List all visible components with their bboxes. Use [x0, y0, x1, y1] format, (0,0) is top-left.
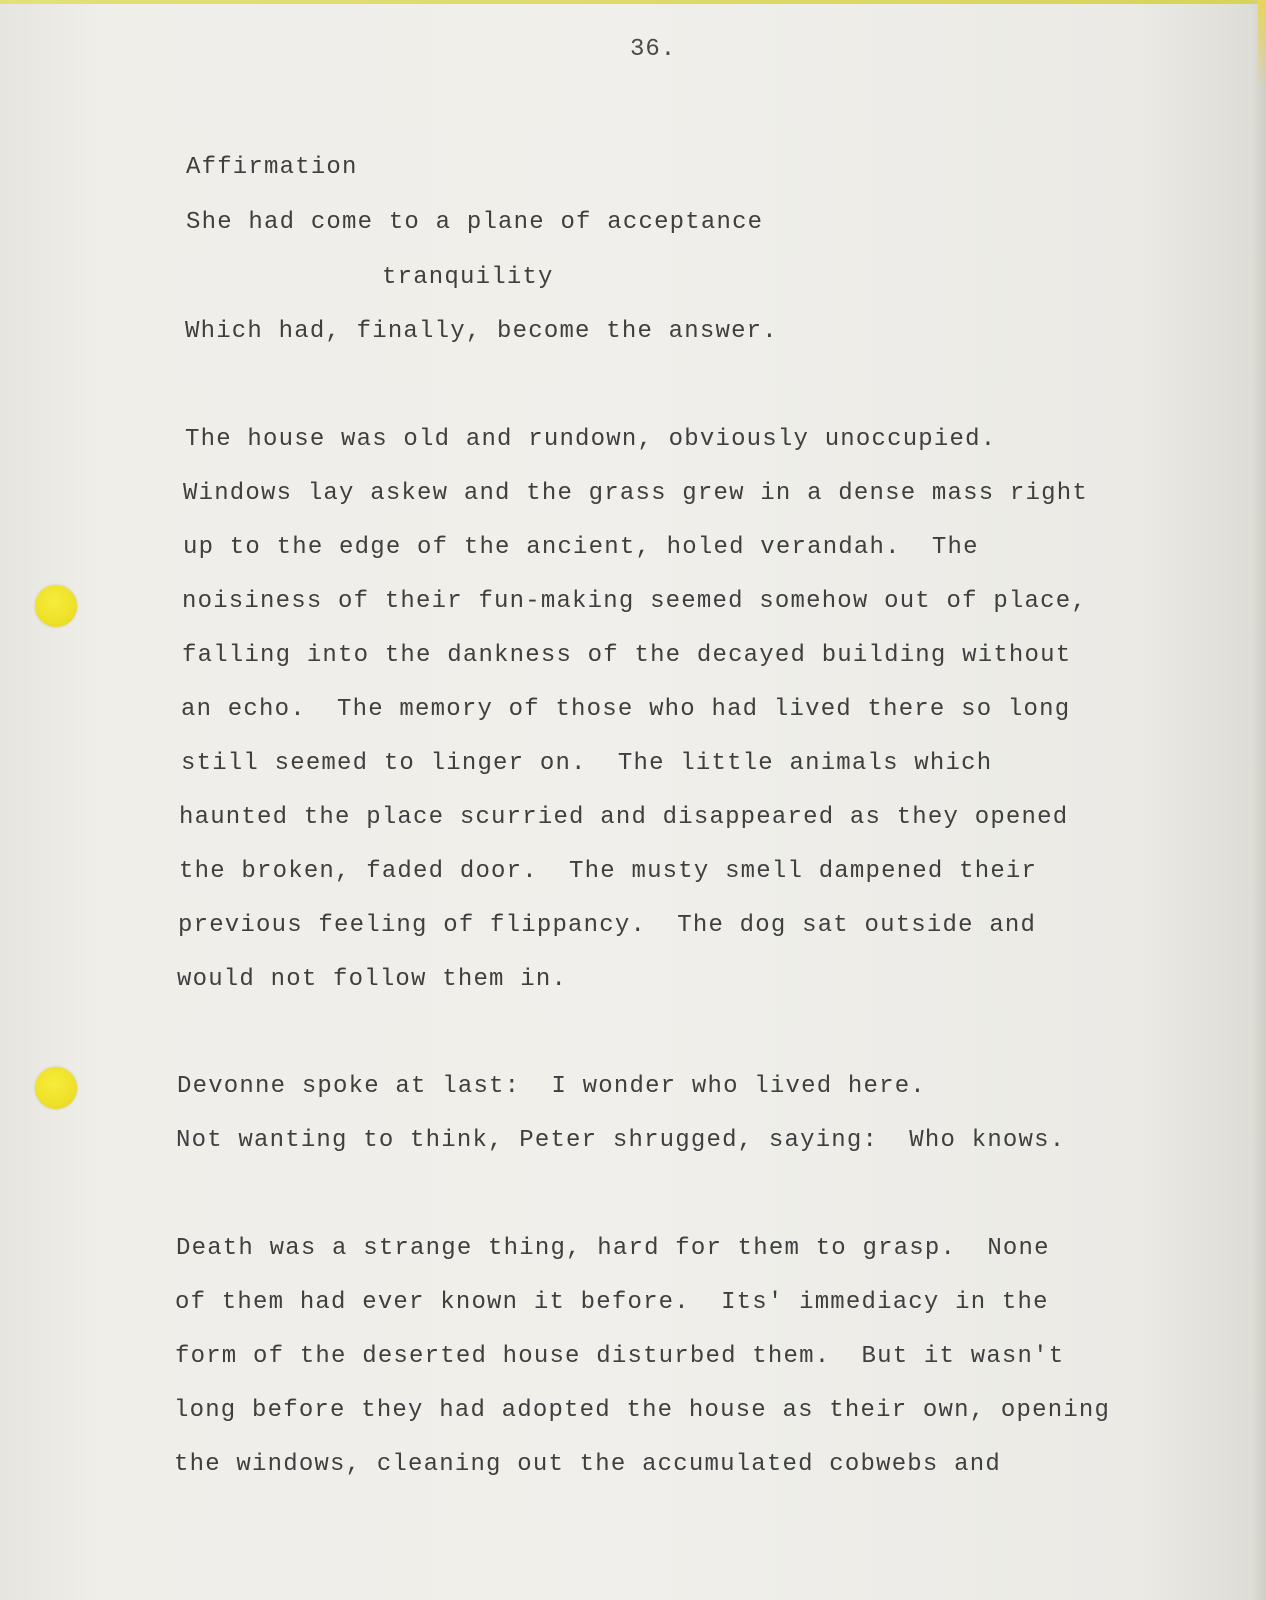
paragraph-line: falling into the dankness of the decayed building without	[182, 642, 1072, 669]
paragraph-line: the windows, cleaning out the accumulated cobwebs and	[174, 1451, 1001, 1478]
dialogue-line: Devonne spoke at last: I wonder who lived here.	[177, 1073, 926, 1100]
poem-line: tranquility	[382, 264, 554, 291]
page-top-edge	[0, 0, 1266, 4]
paragraph-line: of them had ever known it before. Its' immediacy in the	[175, 1289, 1049, 1316]
paragraph-line: up to the edge of the ancient, holed verandah. The	[183, 534, 979, 561]
paragraph-line: The house was old and rundown, obviously unoccupied.	[185, 426, 997, 453]
paragraph-line: previous feeling of flippancy. The dog sat outside and	[178, 912, 1037, 939]
binder-hole-lower	[35, 1067, 77, 1109]
paragraph-line: haunted the place scurried and disappeared as they opened	[179, 804, 1069, 831]
paragraph-line: noisiness of their fun-making seemed somehow out of place,	[182, 588, 1087, 615]
section-title: Affirmation	[186, 154, 358, 181]
paragraph-line: Windows lay askew and the grass grew in a dense mass right	[183, 480, 1088, 507]
paragraph-line: form of the deserted house disturbed them. But it wasn't	[175, 1343, 1065, 1370]
poem-line: She had come to a plane of acceptance	[186, 209, 764, 236]
paragraph-line: still seemed to linger on. The little animals which	[181, 750, 993, 777]
paragraph-line: the broken, faded door. The musty smell dampened their	[179, 858, 1038, 885]
paragraph-line: would not follow them in.	[177, 966, 568, 993]
page-right-edge	[1252, 0, 1266, 1600]
page-number: 36.	[630, 36, 677, 63]
dialogue-line: Not wanting to think, Peter shrugged, saying: Who knows.	[176, 1127, 1066, 1154]
paragraph-line: an echo. The memory of those who had lived there so long	[181, 696, 1071, 723]
poem-line: Which had, finally, become the answer.	[185, 318, 778, 345]
page-corner-tint	[1258, 0, 1266, 90]
paragraph-line: long before they had adopted the house as their own, opening	[174, 1397, 1111, 1424]
paragraph-line: Death was a strange thing, hard for them to grasp. None	[176, 1235, 1050, 1262]
binder-hole-upper	[35, 585, 77, 627]
